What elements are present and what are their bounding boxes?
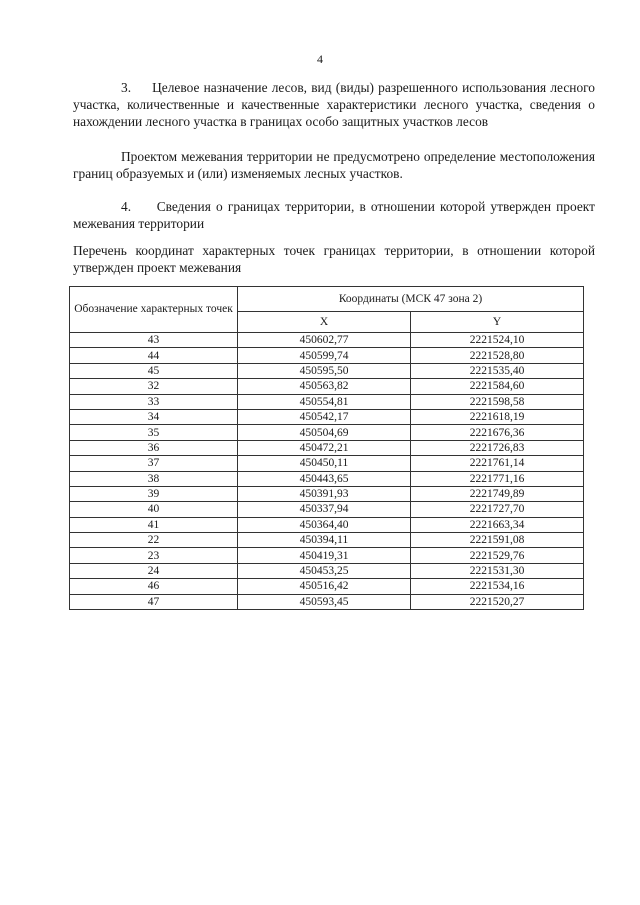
- x-column-header: X: [238, 311, 411, 332]
- section-4-number: 4.: [121, 199, 132, 214]
- coordinates-table: [69, 286, 584, 610]
- point-number-cell: 38: [70, 471, 238, 486]
- y-coordinate-cell: 2221749,89: [411, 486, 584, 501]
- y-coordinate-cell: 2221771,16: [411, 471, 584, 486]
- table-row: [70, 486, 584, 501]
- x-coordinate-cell: 450443,65: [238, 471, 411, 486]
- x-coordinate-cell: 450504,69: [238, 425, 411, 440]
- y-coordinate-cell: 2221524,10: [411, 333, 584, 348]
- coordinate-list-caption: Перечень координат характерных точек границах территории, в отношении которой утвержден проект межевания: [73, 243, 595, 275]
- table-row: [70, 333, 584, 348]
- x-coordinate-cell: 450516,42: [238, 579, 411, 594]
- y-coordinate-cell: 2221534,16: [411, 579, 584, 594]
- table-row: [70, 517, 584, 532]
- point-number-cell: 37: [70, 456, 238, 471]
- y-coordinate-cell: 2221528,80: [411, 348, 584, 363]
- x-coordinate-cell: 450593,45: [238, 594, 411, 609]
- table-row: [70, 409, 584, 424]
- y-coordinate-cell: 2221535,40: [411, 363, 584, 378]
- point-number-cell: 41: [70, 517, 238, 532]
- x-coordinate-cell: 450472,21: [238, 440, 411, 455]
- x-coordinate-cell: 450595,50: [238, 363, 411, 378]
- table-row: [70, 563, 584, 578]
- table-row: [70, 379, 584, 394]
- point-number-cell: 32: [70, 379, 238, 394]
- x-coordinate-cell: 450391,93: [238, 486, 411, 501]
- y-coordinate-cell: 2221663,34: [411, 517, 584, 532]
- x-coordinate-cell: 450563,82: [238, 379, 411, 394]
- point-number-cell: 34: [70, 409, 238, 424]
- y-coordinate-cell: 2221520,27: [411, 594, 584, 609]
- table-row: [70, 348, 584, 363]
- point-designation-header: Обозначение характерных точек: [70, 287, 238, 333]
- x-coordinate-cell: 450337,94: [238, 502, 411, 517]
- y-coordinate-cell: 2221761,14: [411, 456, 584, 471]
- point-number-cell: 43: [70, 333, 238, 348]
- point-number-cell: 22: [70, 533, 238, 548]
- section-3-body-text: Проектом межевания территории не предусмотрено определение местоположения границ образуемых и (или) изменяемых лесных участков.: [73, 149, 595, 181]
- section-3-number: 3.: [121, 80, 132, 95]
- y-coordinate-cell: 2221727,70: [411, 502, 584, 517]
- point-number-cell: 35: [70, 425, 238, 440]
- point-number-cell: 39: [70, 486, 238, 501]
- point-number-cell: 46: [70, 579, 238, 594]
- x-coordinate-cell: 450542,17: [238, 409, 411, 424]
- table-row: [70, 363, 584, 378]
- page-number: 4: [317, 52, 323, 66]
- table-row: [70, 502, 584, 517]
- table-row: [70, 594, 584, 609]
- coordinates-header: Координаты (МСК 47 зона 2): [238, 287, 584, 312]
- table-row: [70, 440, 584, 455]
- x-coordinate-cell: 450419,31: [238, 548, 411, 563]
- table-row: [70, 533, 584, 548]
- x-coordinate-cell: 450394,11: [238, 533, 411, 548]
- point-number-cell: 36: [70, 440, 238, 455]
- point-number-cell: 44: [70, 348, 238, 363]
- y-coordinate-cell: 2221726,83: [411, 440, 584, 455]
- point-number-cell: 47: [70, 594, 238, 609]
- y-coordinate-cell: 2221618,19: [411, 409, 584, 424]
- point-number-cell: 45: [70, 363, 238, 378]
- section-3-paragraph: [73, 79, 595, 130]
- y-coordinate-cell: 2221598,58: [411, 394, 584, 409]
- section-4-paragraph: [73, 198, 595, 232]
- point-number-cell: 24: [70, 563, 238, 578]
- x-coordinate-cell: 450602,77: [238, 333, 411, 348]
- table-row: [70, 579, 584, 594]
- x-coordinate-cell: 450450,11: [238, 456, 411, 471]
- table-row: [70, 456, 584, 471]
- y-coordinate-cell: 2221676,36: [411, 425, 584, 440]
- x-coordinate-cell: 450364,40: [238, 517, 411, 532]
- coordinates-table-body: [70, 333, 584, 610]
- table-row: [70, 548, 584, 563]
- point-number-cell: 40: [70, 502, 238, 517]
- y-coordinate-cell: 2221591,08: [411, 533, 584, 548]
- point-number-cell: 23: [70, 548, 238, 563]
- x-coordinate-cell: 450599,74: [238, 348, 411, 363]
- x-coordinate-cell: 450453,25: [238, 563, 411, 578]
- section-4-text: Сведения о границах территории, в отношении которой утвержден проект межевания территории: [73, 199, 595, 231]
- section-3-body-paragraph: [73, 148, 595, 182]
- table-row: [70, 425, 584, 440]
- y-coordinate-cell: 2221584,60: [411, 379, 584, 394]
- y-column-header: Y: [411, 311, 584, 332]
- table-row: [70, 471, 584, 486]
- point-number-cell: 33: [70, 394, 238, 409]
- x-coordinate-cell: 450554,81: [238, 394, 411, 409]
- y-coordinate-cell: 2221529,76: [411, 548, 584, 563]
- y-coordinate-cell: 2221531,30: [411, 563, 584, 578]
- section-3-text: Целевое назначение лесов, вид (виды) разрешенного использования лесного участка, количественные и качественные характеристики лесного участка, сведения о нахождении лесного участка в границах особо защитных участков лесов: [73, 80, 595, 129]
- table-row: [70, 394, 584, 409]
